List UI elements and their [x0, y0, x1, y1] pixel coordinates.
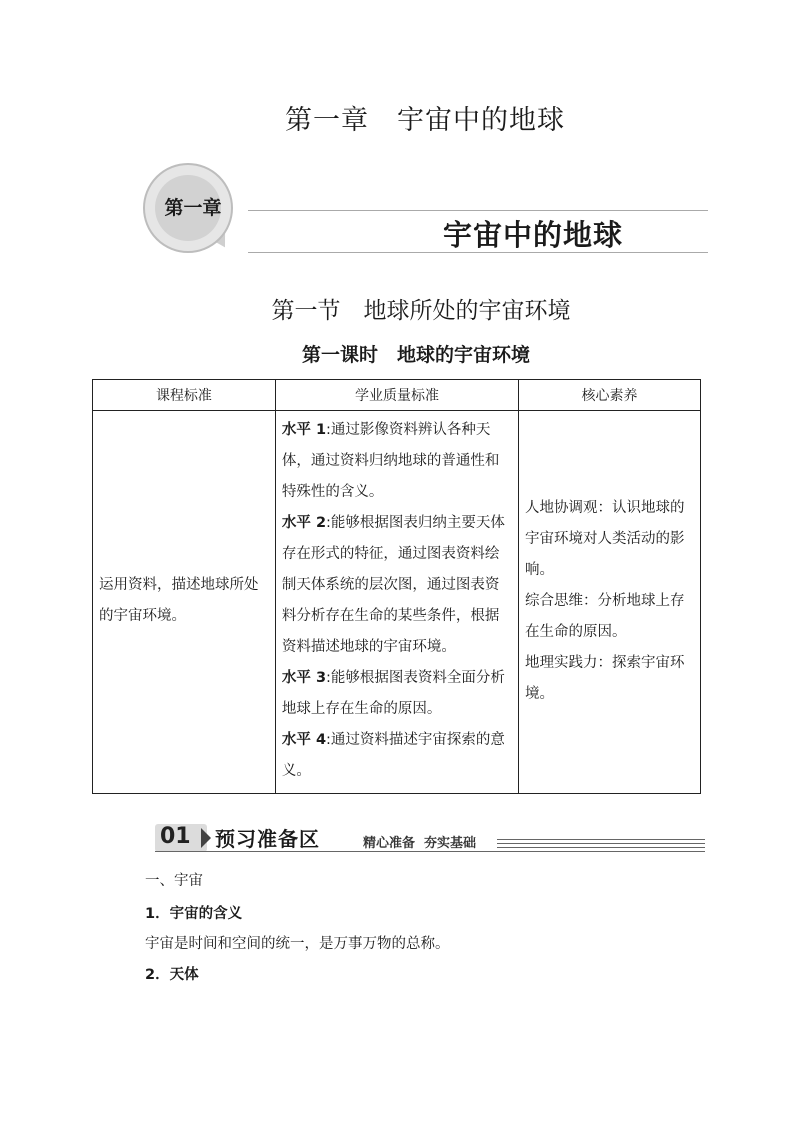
core-literacy-item: 综合思维：分析地球上存在生命的原因。	[525, 592, 685, 640]
level-text: :能够根据图表归纳主要天体存在形式的特征，通过图表资料绘制天体系统的层次图，通过图表资料分析存在生命的某些条件，根据资料描述地球的宇宙环境。	[281, 515, 505, 655]
standards-table	[92, 379, 701, 794]
band-rule	[497, 843, 705, 844]
quality-level-4	[282, 725, 512, 787]
quality-level-1	[282, 415, 512, 508]
level-text: :通过资料描述宇宙探索的意义。	[281, 732, 505, 779]
band-number: 01	[160, 824, 191, 849]
band-arrow-icon	[201, 828, 211, 848]
course-standard-cell	[93, 411, 276, 794]
table-row	[93, 411, 701, 794]
band-rule	[497, 847, 705, 848]
heading-universe-meaning: 1．宇宙的含义	[145, 906, 243, 922]
level-label: 水平 2	[281, 515, 327, 531]
header-course-standard: 课程标准	[93, 380, 276, 411]
quality-standard-cell	[275, 411, 518, 794]
band-title: 预习准备区	[215, 827, 320, 851]
table-header-row	[93, 380, 701, 411]
banner-rule-top	[248, 210, 708, 211]
chapter-badge-label: 第一章	[164, 197, 222, 219]
quality-level-3	[282, 663, 512, 725]
heading-universe: 一、宇宙	[145, 873, 203, 889]
level-label: 水平 3	[281, 670, 327, 686]
band-rule	[155, 851, 705, 852]
level-text: :通过影像资料辨认各种天体，通过资料归纳地球的普通性和特殊性的含义。	[281, 422, 500, 500]
lesson-title: 第一课时 地球的宇宙环境	[301, 344, 530, 366]
chapter-banner	[143, 163, 708, 263]
header-quality-standard: 学业质量标准	[275, 380, 518, 411]
core-literacy-item: 地理实践力：探索宇宙环境。	[525, 654, 685, 702]
header-core-literacy: 核心素养	[519, 380, 701, 411]
core-literacy-cell	[519, 411, 701, 794]
banner-title: 宇宙中的地球	[442, 218, 623, 252]
level-label: 水平 1	[281, 422, 327, 438]
level-text: :能够根据图表资料全面分析地球上存在生命的原因。	[281, 670, 505, 717]
band-rule	[497, 839, 705, 840]
section-title: 第一节 地球所处的宇宙环境	[271, 298, 571, 324]
section-band	[155, 822, 705, 856]
course-standard-text: 运用资料，描述地球所处的宇宙环境。	[99, 577, 259, 624]
level-label: 水平 4	[281, 732, 327, 748]
heading-celestial-body: 2．天体	[145, 967, 199, 983]
banner-rule-bottom	[248, 252, 708, 253]
chapter-title: 第一章 宇宙中的地球	[285, 105, 565, 136]
paragraph-universe-meaning: 宇宙是时间和空间的统一，是万事万物的总称。	[145, 936, 450, 952]
quality-level-2	[282, 508, 512, 663]
band-subtitle: 精心准备 夯实基础	[363, 836, 477, 851]
core-literacy-item: 人地协调观：认识地球的宇宙环境对人类活动的影响。	[525, 499, 685, 578]
